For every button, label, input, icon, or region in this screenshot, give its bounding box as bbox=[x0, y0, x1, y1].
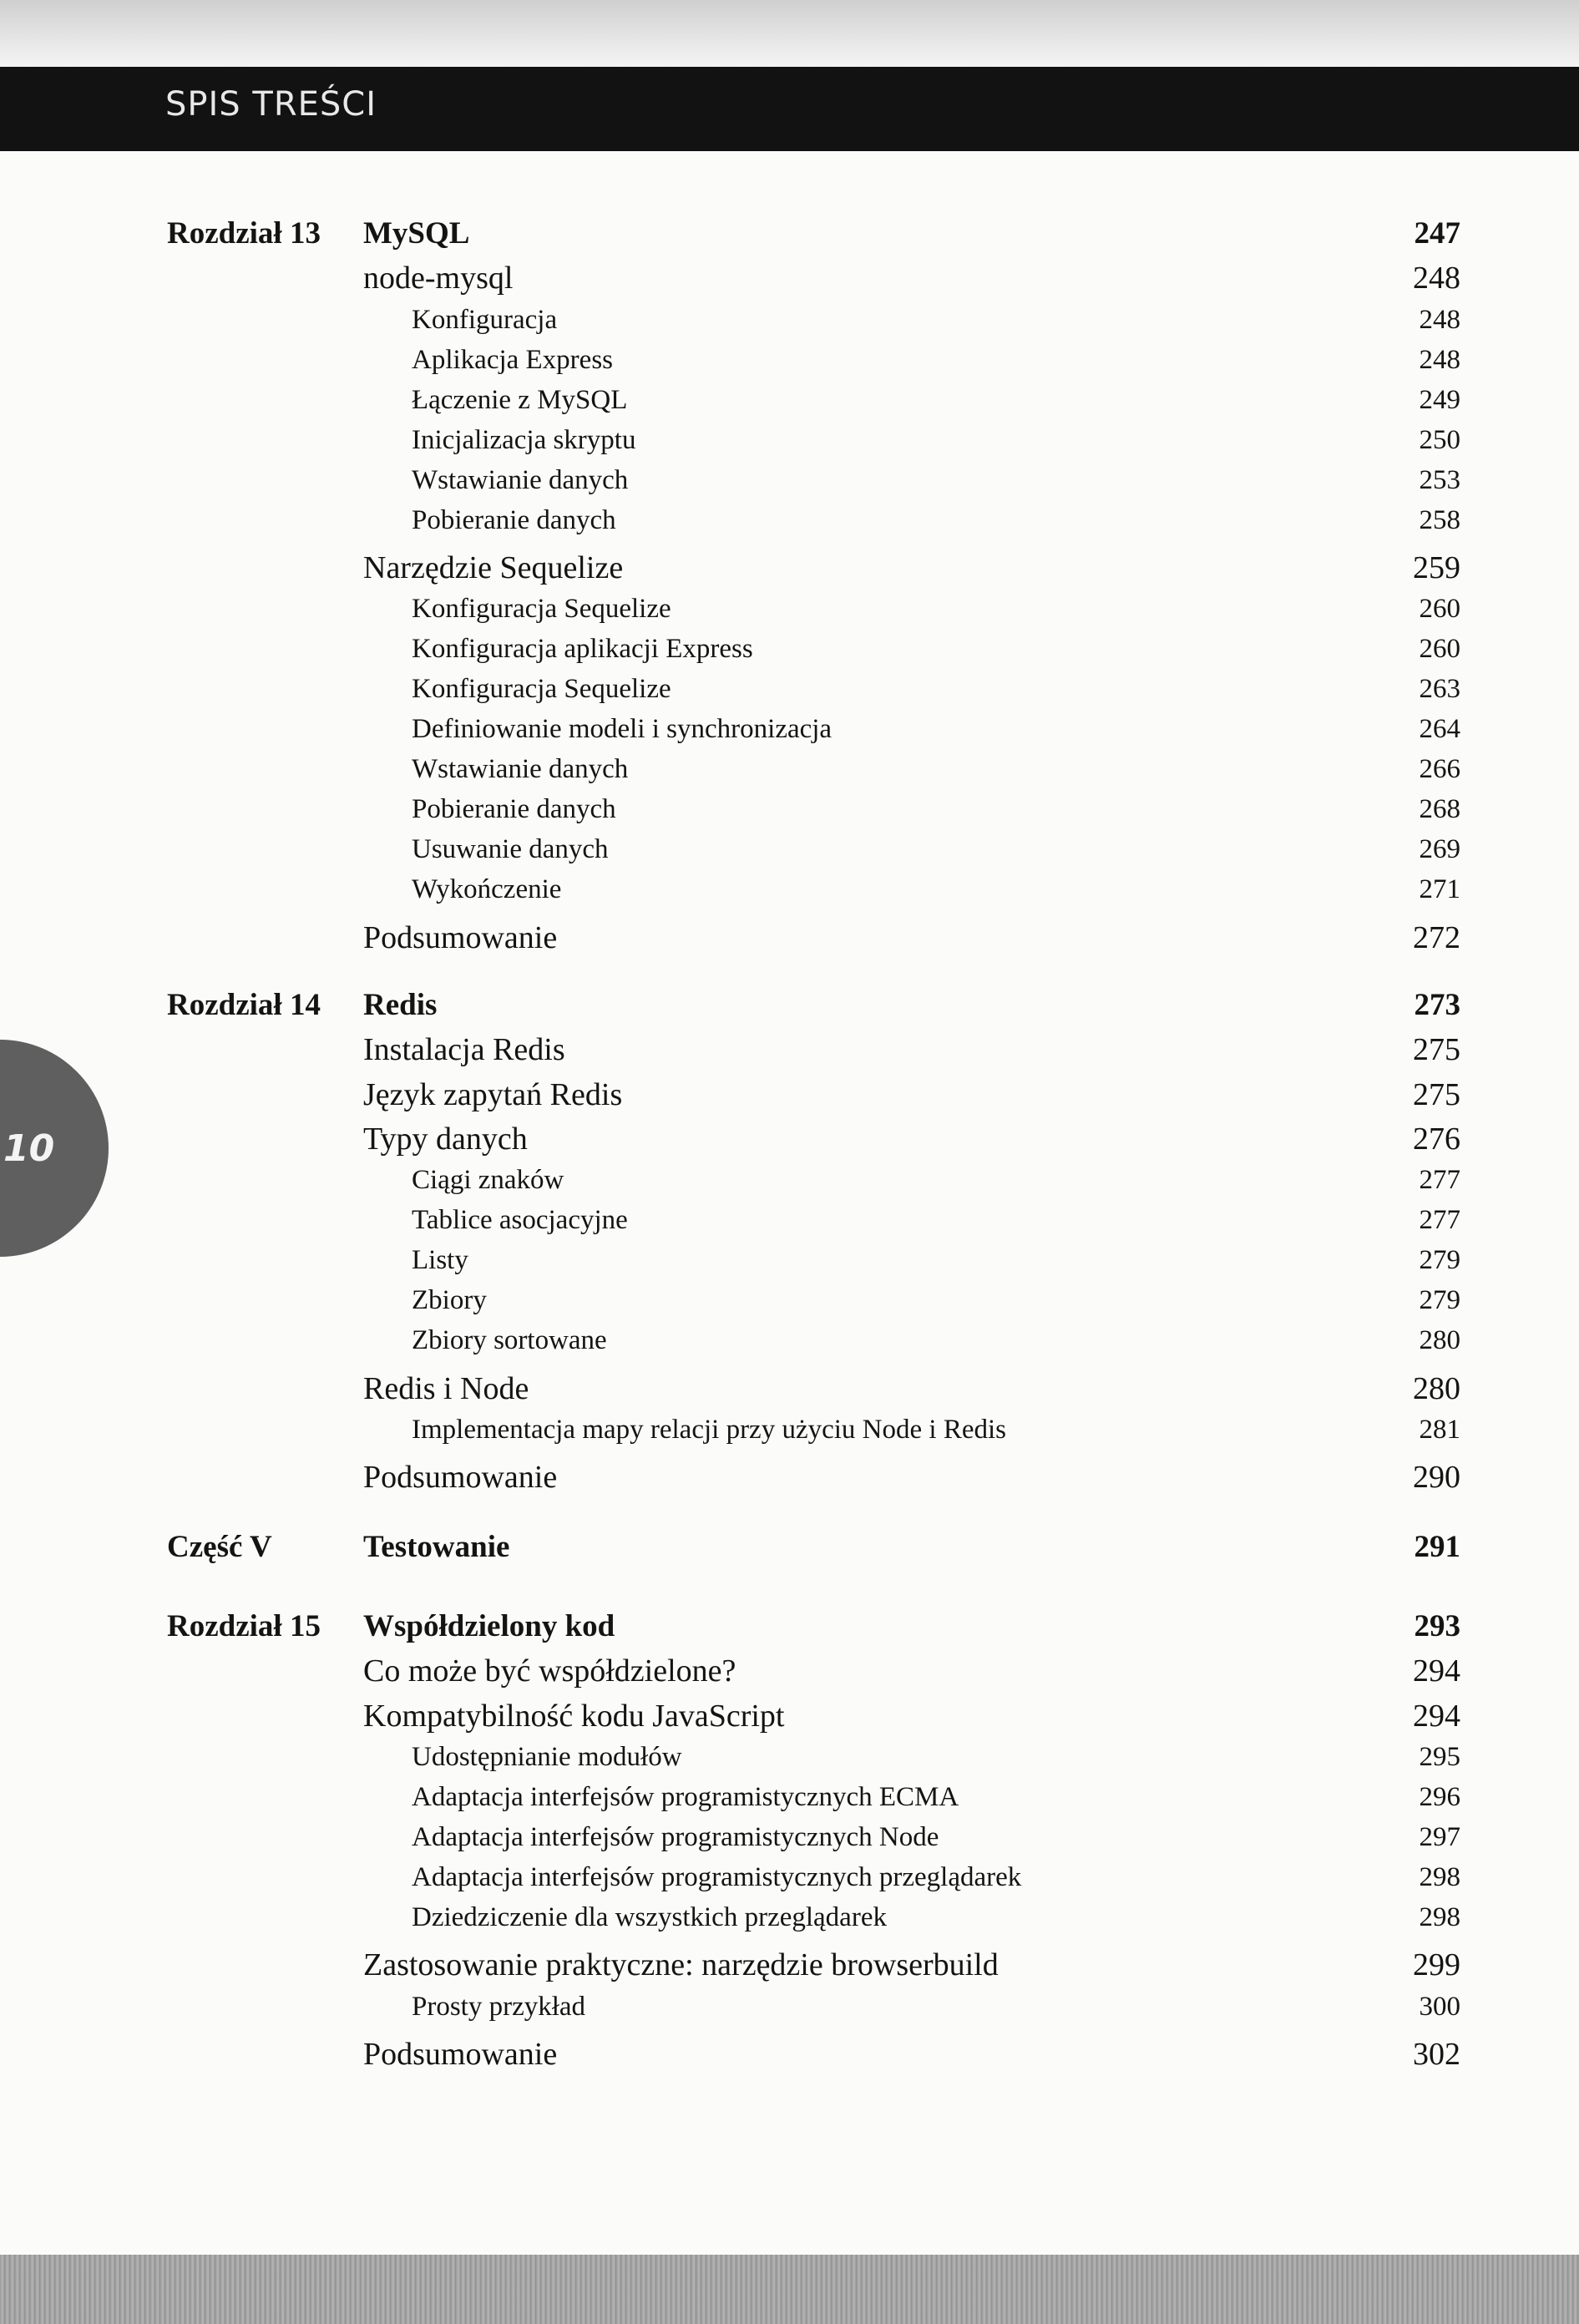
toc-entry bbox=[0, 919, 1579, 961]
toc-subentry bbox=[0, 1285, 1579, 1327]
toc-subentry bbox=[0, 1862, 1579, 1904]
toc-entry-page: 294 bbox=[1413, 1698, 1460, 1734]
toc-section-title: Testowanie bbox=[363, 1530, 510, 1564]
toc-entry-page: 268 bbox=[1419, 794, 1460, 825]
toc-entry-title: Konfiguracja aplikacji Express bbox=[412, 634, 753, 665]
toc-entry-title: Kompatybilność kodu JavaScript bbox=[363, 1698, 785, 1734]
toc-entry-page: 250 bbox=[1419, 424, 1460, 455]
thumb-tab-page-number: 10 bbox=[3, 1127, 55, 1170]
toc-entry-page: 275 bbox=[1413, 1032, 1460, 1068]
scan-edge-bottom bbox=[0, 2255, 1579, 2324]
toc-entry-title: Pobieranie danych bbox=[412, 794, 616, 825]
toc-entry-page: 266 bbox=[1419, 754, 1460, 785]
toc-subentry bbox=[0, 345, 1579, 387]
toc-entry-page: 260 bbox=[1419, 594, 1460, 625]
toc-entry-page: 279 bbox=[1419, 1285, 1460, 1316]
toc-entry bbox=[0, 1031, 1579, 1073]
toc-entry-page: 275 bbox=[1413, 1076, 1460, 1112]
toc-entry-title: Adaptacja interfejsów programistycznych przeglądarek bbox=[412, 1861, 1022, 1892]
toc-entry-title: Pobieranie danych bbox=[412, 504, 616, 535]
toc-section-label: Rozdział 13 bbox=[167, 216, 321, 251]
toc-section-title: Redis bbox=[363, 988, 438, 1022]
toc-entry-title: node-mysql bbox=[363, 261, 514, 296]
toc-entry-title: Zbiory bbox=[412, 1285, 487, 1316]
toc-entry-page: 248 bbox=[1419, 344, 1460, 375]
toc-entry-page: 258 bbox=[1419, 504, 1460, 535]
toc-subentry bbox=[0, 1205, 1579, 1247]
toc-entry-page: 280 bbox=[1413, 1370, 1460, 1406]
toc-entry-page: 298 bbox=[1419, 1901, 1460, 1932]
toc-entry bbox=[0, 1076, 1579, 1118]
toc-entry-title: Konfiguracja Sequelize bbox=[412, 594, 671, 625]
toc-entry-title: Redis i Node bbox=[363, 1370, 529, 1406]
toc-subentry bbox=[0, 425, 1579, 467]
toc-subentry bbox=[0, 674, 1579, 716]
toc-entry-title: Inicjalizacja skryptu bbox=[412, 424, 636, 455]
toc-section-row bbox=[0, 987, 1579, 1029]
toc-subentry bbox=[0, 1992, 1579, 2033]
toc-subentry bbox=[0, 634, 1579, 676]
toc-entry-title: Ciągi znaków bbox=[412, 1165, 564, 1196]
toc-section-page: 273 bbox=[1414, 988, 1460, 1022]
toc-entry-title: Konfiguracja bbox=[412, 304, 558, 335]
toc-subentry bbox=[0, 305, 1579, 347]
toc-subentry bbox=[0, 1822, 1579, 1864]
toc-entry-title: Podsumowanie bbox=[363, 1460, 558, 1496]
toc-section-title: MySQL bbox=[363, 216, 470, 251]
toc-section-page: 291 bbox=[1414, 1530, 1460, 1564]
toc-entry-page: 248 bbox=[1419, 304, 1460, 335]
toc-entry-title: Język zapytań Redis bbox=[363, 1076, 623, 1112]
toc-entry-page: 277 bbox=[1419, 1165, 1460, 1196]
toc-subentry bbox=[0, 1325, 1579, 1367]
toc-entry-page: 297 bbox=[1419, 1821, 1460, 1852]
toc-subentry bbox=[0, 505, 1579, 547]
toc-section-label: Część V bbox=[167, 1530, 272, 1564]
toc-entry-title: Instalacja Redis bbox=[363, 1032, 565, 1068]
toc-entry-title: Podsumowanie bbox=[363, 919, 558, 955]
toc-entry-title: Zbiory sortowane bbox=[412, 1325, 607, 1356]
toc-entry-page: 269 bbox=[1419, 834, 1460, 865]
toc-entry-page: 300 bbox=[1419, 1991, 1460, 2022]
toc-entry-page: 264 bbox=[1419, 714, 1460, 745]
toc-entry-page: 248 bbox=[1413, 261, 1460, 296]
toc-entry-title: Wstawianie danych bbox=[412, 464, 629, 495]
toc-entry bbox=[0, 549, 1579, 591]
toc-entry-page: 298 bbox=[1419, 1861, 1460, 1892]
toc-entry-page: 294 bbox=[1413, 1653, 1460, 1689]
toc-section-row bbox=[0, 1529, 1579, 1571]
toc-entry-title: Prosty przykład bbox=[412, 1991, 586, 2022]
toc-entry bbox=[0, 1653, 1579, 1694]
toc-entry-title: Zastosowanie praktyczne: narzędzie browserbuild bbox=[363, 1947, 999, 1983]
toc-entry-title: Adaptacja interfejsów programistycznych ECMA bbox=[412, 1781, 959, 1812]
toc-entry-title: Udostępnianie modułów bbox=[412, 1741, 682, 1772]
toc-entry-page: 260 bbox=[1419, 634, 1460, 665]
toc-section-title: Współdzielony kod bbox=[363, 1609, 615, 1643]
toc-entry bbox=[0, 1370, 1579, 1412]
toc-subentry bbox=[0, 754, 1579, 796]
toc-entry-title: Definiowanie modeli i synchronizacja bbox=[412, 714, 833, 745]
toc-entry-page: 276 bbox=[1413, 1121, 1460, 1157]
toc-section-page: 247 bbox=[1414, 216, 1460, 251]
toc-section-row bbox=[0, 215, 1579, 257]
toc-subentry bbox=[0, 1165, 1579, 1207]
header-bar bbox=[0, 67, 1579, 151]
page-title: SPIS TREŚCI bbox=[165, 85, 377, 124]
toc-subentry bbox=[0, 1245, 1579, 1287]
toc-entry-page: 259 bbox=[1413, 549, 1460, 585]
toc-entry-page: 281 bbox=[1419, 1414, 1460, 1445]
toc-subentry bbox=[0, 714, 1579, 756]
toc-entry-title: Usuwanie danych bbox=[412, 834, 609, 865]
toc-subentry bbox=[0, 834, 1579, 876]
toc-section-label: Rozdział 14 bbox=[167, 988, 321, 1022]
toc-entry-page: 271 bbox=[1419, 874, 1460, 905]
toc-entry-page: 253 bbox=[1419, 464, 1460, 495]
toc-entry-title: Wykończenie bbox=[412, 874, 562, 905]
toc-entry-page: 296 bbox=[1419, 1781, 1460, 1812]
toc-entry-page: 279 bbox=[1419, 1245, 1460, 1276]
toc-entry-page: 272 bbox=[1413, 919, 1460, 955]
toc-entry-title: Narzędzie Sequelize bbox=[363, 549, 624, 585]
toc-subentry bbox=[0, 1782, 1579, 1824]
toc-entry-page: 290 bbox=[1413, 1460, 1460, 1496]
toc-entry-title: Dziedziczenie dla wszystkich przeglądarek bbox=[412, 1901, 887, 1932]
toc-entry-title: Wstawianie danych bbox=[412, 754, 629, 785]
toc-entry-page: 280 bbox=[1419, 1325, 1460, 1356]
toc-entry-title: Aplikacja Express bbox=[412, 344, 614, 375]
toc-subentry bbox=[0, 1742, 1579, 1784]
toc-section-row bbox=[0, 1608, 1579, 1650]
toc-entry-title: Łączenie z MySQL bbox=[412, 384, 628, 415]
toc-entry bbox=[0, 1698, 1579, 1739]
toc-subentry bbox=[0, 874, 1579, 916]
toc-entry-title: Adaptacja interfejsów programistycznych Node bbox=[412, 1821, 939, 1852]
toc-subentry bbox=[0, 794, 1579, 836]
toc-entry-title: Implementacja mapy relacji przy użyciu Node i Redis bbox=[412, 1414, 1006, 1445]
toc-entry-page: 295 bbox=[1419, 1741, 1460, 1772]
scan-edge-top bbox=[0, 0, 1579, 67]
toc-entry-title: Co może być współdzielone? bbox=[363, 1653, 736, 1689]
toc-section-label: Rozdział 15 bbox=[167, 1609, 321, 1643]
toc-entry bbox=[0, 1459, 1579, 1501]
toc-subentry bbox=[0, 465, 1579, 507]
toc-subentry bbox=[0, 385, 1579, 427]
toc-entry-title: Tablice asocjacyjne bbox=[412, 1205, 628, 1236]
toc-entry-page: 263 bbox=[1419, 674, 1460, 705]
toc-entry-title: Listy bbox=[412, 1245, 468, 1276]
toc-subentry bbox=[0, 1415, 1579, 1456]
toc-entry-title: Konfiguracja Sequelize bbox=[412, 674, 671, 705]
toc-subentry bbox=[0, 594, 1579, 635]
toc-entry bbox=[0, 1947, 1579, 1988]
toc-section-page: 293 bbox=[1414, 1609, 1460, 1643]
toc-entry-page: 302 bbox=[1413, 2036, 1460, 2072]
toc-entry-page: 249 bbox=[1419, 384, 1460, 415]
toc-entry bbox=[0, 2036, 1579, 2078]
toc-entry bbox=[0, 260, 1579, 301]
toc-entry bbox=[0, 1121, 1579, 1162]
toc-entry-page: 299 bbox=[1413, 1947, 1460, 1983]
toc-entry-page: 277 bbox=[1419, 1205, 1460, 1236]
toc-subentry bbox=[0, 1902, 1579, 1944]
toc-entry-title: Podsumowanie bbox=[363, 2036, 558, 2072]
toc-entry-title: Typy danych bbox=[363, 1121, 528, 1157]
